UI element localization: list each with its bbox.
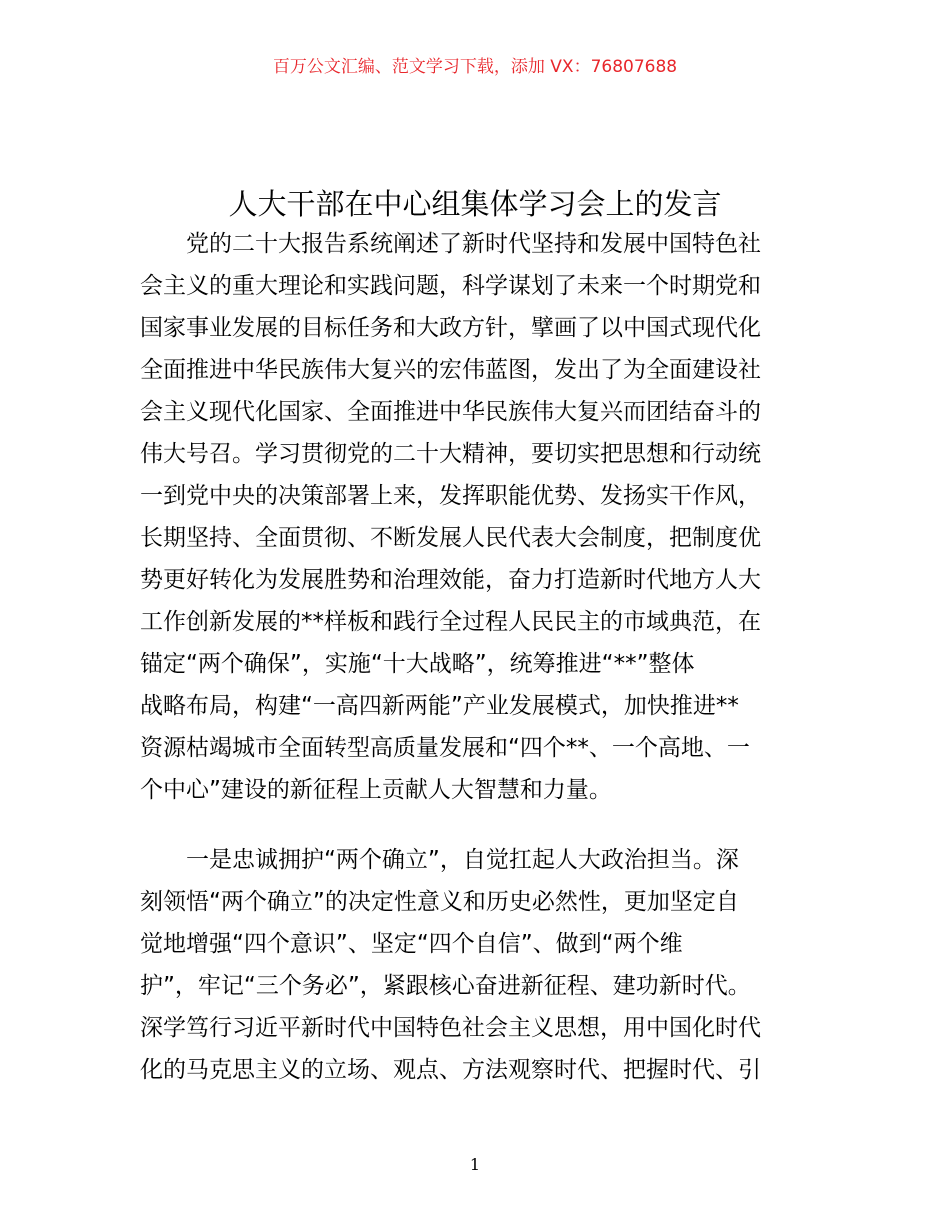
text-line: 会主义的重大理论和实践问题，科学谋划了未来一个时期党和	[140, 273, 761, 299]
text-line: 深学笃行习近平新时代中国特色社会主义思想，用中国化时代	[140, 1015, 761, 1041]
text-line: 势更好转化为发展胜势和治理效能，奋力打造新时代地方人大	[140, 567, 761, 593]
text-line: 一是忠诚拥护“两个确立”，自觉扛起人大政治担当。深	[140, 847, 739, 873]
paragraph	[140, 839, 815, 1091]
text-line: 护”，牢记“三个务必”，紧跟核心奋进新征程、建功新时代。	[140, 973, 751, 999]
text-line: 国家事业发展的目标任务和大政方针，擘画了以中国式现代化	[140, 315, 761, 341]
text-line: 资源枯竭城市全面转型高质量发展和“四个**、一个高地、一	[140, 735, 750, 761]
page-number: 1	[469, 1155, 481, 1174]
text-line: 化的马克思主义的立场、观点、方法观察时代、把握时代、引	[140, 1057, 761, 1083]
text-line: 觉地增强“四个意识”、坚定“四个自信”、做到“两个维	[140, 931, 683, 957]
paragraph	[140, 223, 815, 811]
text-line: 全面推进中华民族伟大复兴的宏伟蓝图，发出了为全面建设社	[140, 357, 761, 383]
paragraph-spacer	[140, 811, 815, 839]
text-line: 会主义现代化国家、全面推进中华民族伟大复兴而团结奋斗的	[140, 399, 761, 425]
document-title: 人大干部在中心组集体学习会上的发言	[228, 187, 722, 222]
text-line: 党的二十大报告系统阐述了新时代坚持和发展中国特色社	[140, 231, 761, 257]
text-line: 刻领悟“两个确立”的决定性意义和历史必然性，更加坚定自	[140, 889, 739, 915]
document-body	[140, 223, 815, 1091]
promo-banner: 百万公文汇编、范文学习下载，添加 VX：76807688	[272, 57, 678, 77]
text-line: 锚定“两个确保”，实施“十大战略”，统筹推进“**”整体	[140, 651, 695, 677]
text-line: 一到党中央的决策部署上来，发挥职能优势、发扬实干作风，	[140, 483, 761, 509]
text-line: 长期坚持、全面贯彻、不断发展人民代表大会制度，把制度优	[140, 525, 761, 551]
text-line: 工作创新发展的**样板和践行全过程人民民主的市域典范，在	[140, 609, 761, 635]
text-line: 战略布局，构建“一高四新两能”产业发展模式，加快推进**	[140, 693, 739, 719]
text-line: 伟大号召。学习贯彻党的二十大精神，要切实把思想和行动统	[140, 441, 761, 467]
text-line: 个中心”建设的新征程上贡献人大智慧和力量。	[140, 777, 612, 803]
